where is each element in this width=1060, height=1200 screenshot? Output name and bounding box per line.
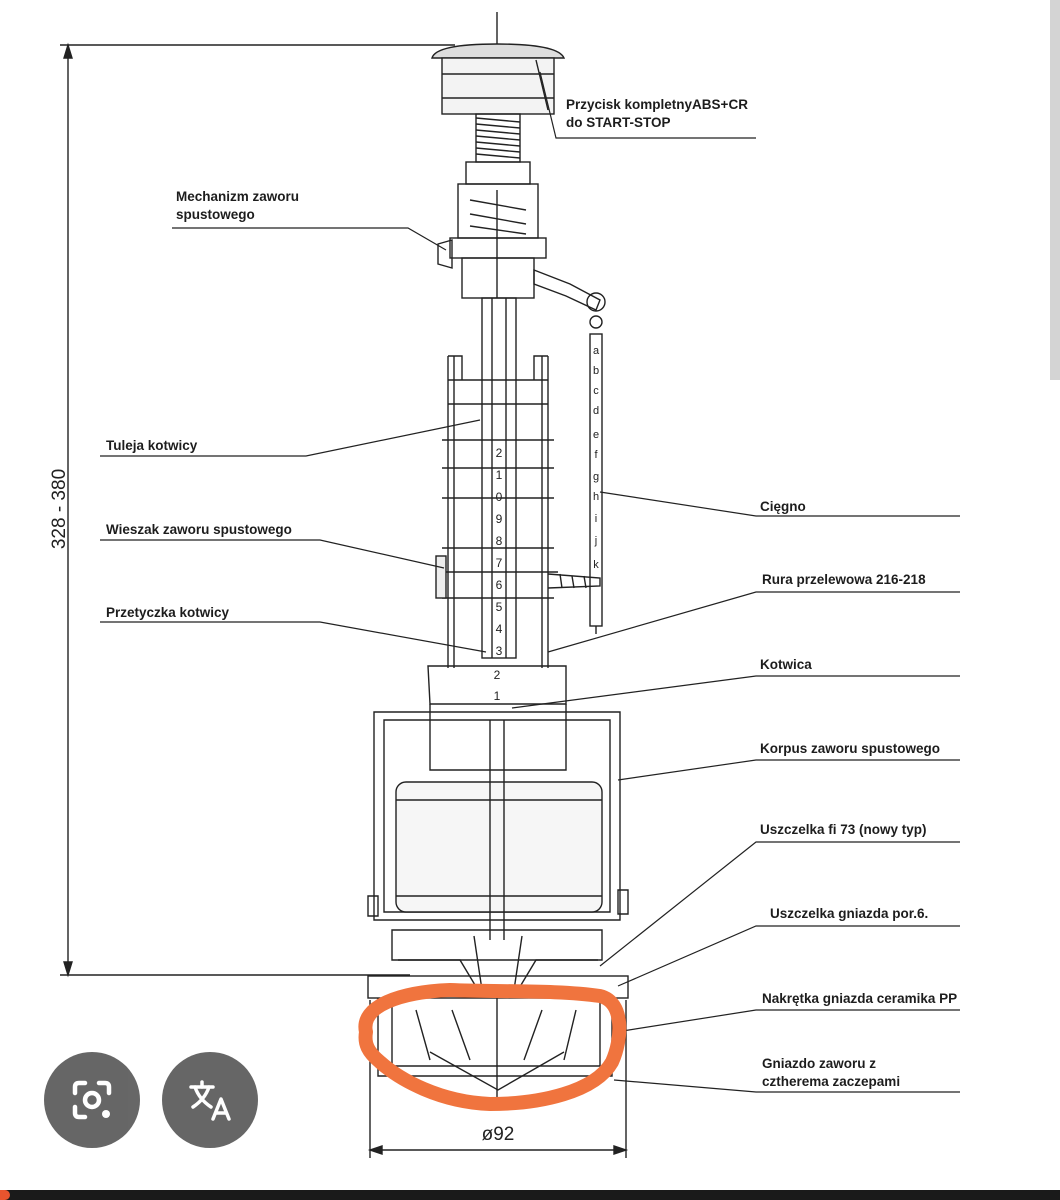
valve-body	[368, 666, 628, 940]
label-uszczelka-gniazda: Uszczelka gniazda por.6.	[770, 906, 929, 921]
camera-search-icon	[65, 1073, 119, 1127]
chain-scale-mark: b	[592, 365, 600, 377]
inner-scale-mark: 1	[493, 689, 501, 703]
inner-scale-mark: 1	[495, 468, 503, 482]
label-mechanizm: Mechanizm zaworu spustowego	[176, 189, 300, 222]
inner-scale-mark: 0	[495, 490, 503, 504]
translate-button[interactable]	[162, 1052, 258, 1148]
inner-scale-mark: 7	[495, 556, 503, 570]
inner-scale-mark: 3	[495, 644, 503, 658]
mechanism-block	[438, 162, 600, 310]
hanger-clip	[436, 556, 600, 598]
scrollbar-thumb[interactable]	[1050, 0, 1060, 380]
lens-search-button[interactable]	[44, 1052, 140, 1148]
inner-scale-mark: 4	[495, 622, 503, 636]
inner-scale-mark: 8	[495, 534, 503, 548]
label-rura: Rura przelewowa 216-218	[762, 572, 926, 587]
bottom-nav-bar	[0, 1190, 1060, 1200]
label-ciegno: Cięgno	[760, 499, 806, 514]
spring-stem	[476, 114, 520, 162]
button-part	[432, 44, 564, 114]
chain-scale-mark: d	[592, 405, 600, 417]
label-uszczelka73: Uszczelka fi 73 (nowy typ)	[760, 822, 927, 837]
label-tuleja: Tuleja kotwicy	[106, 438, 198, 453]
inner-scale-mark: 2	[493, 668, 501, 682]
inner-scale-mark: 5	[495, 600, 503, 614]
diameter-dimension: ø92	[481, 1124, 515, 1145]
chain-scale-mark: h	[592, 491, 600, 503]
label-gniazdo: Gniazdo zaworu z cztherema zaczepami	[762, 1056, 901, 1089]
chain-scale-mark: c	[593, 385, 599, 397]
chain-scale-mark: a	[592, 345, 600, 357]
inner-scale-mark: 2	[495, 446, 503, 460]
chain-scale-mark: g	[592, 471, 600, 483]
label-nakretka: Nakrętka gniazda ceramika PP	[762, 991, 958, 1006]
inner-scale-mark: 6	[495, 578, 503, 592]
chain-scale-mark: j	[594, 535, 598, 547]
label-korpus: Korpus zaworu spustowego	[760, 741, 941, 756]
chain-scale-mark: e	[592, 429, 600, 441]
inner-scale-mark: 9	[495, 512, 503, 526]
label-przycisk: Przycisk kompletnyABS+CR do START-STOP	[566, 97, 748, 130]
chain-scale-mark: f	[594, 449, 598, 461]
label-przetyczka: Przetyczka kotwicy	[106, 605, 230, 620]
seal-area	[392, 930, 602, 990]
chain-scale-mark: i	[594, 513, 598, 525]
chain-scale-mark: k	[593, 559, 599, 571]
label-kotwica: Kotwica	[760, 657, 812, 672]
label-wieszak: Wieszak zaworu spustowego	[106, 522, 292, 537]
height-dimension: 328 - 380	[49, 468, 70, 550]
translate-icon	[183, 1073, 237, 1127]
bottom-indicator-dot	[0, 1190, 10, 1200]
